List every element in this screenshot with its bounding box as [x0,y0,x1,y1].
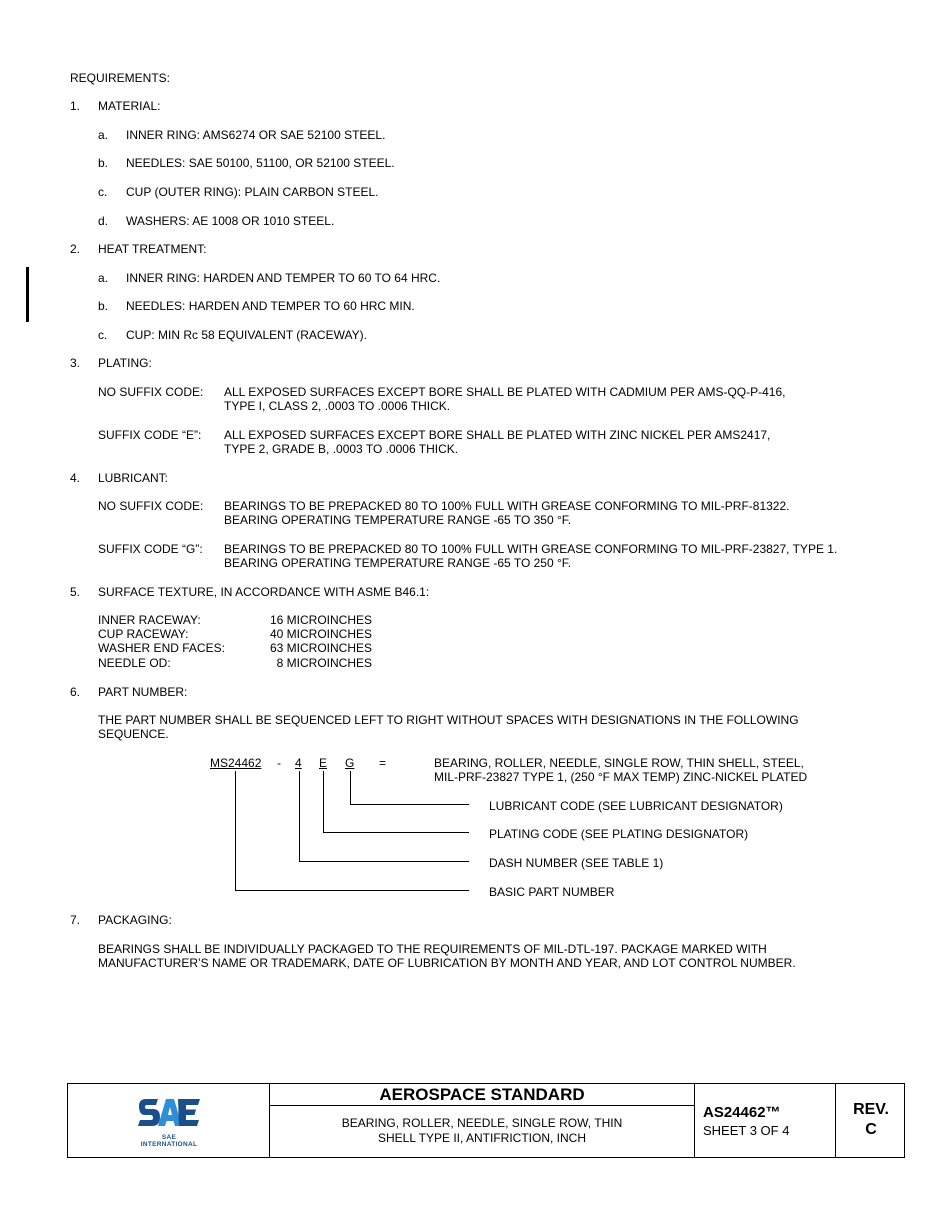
revision [836,1100,906,1140]
surface-row-label: INNER RACEWAY: [98,613,201,627]
section-number-part: 6. [70,685,81,699]
section-number-lubricant: 4. [70,471,81,485]
dash-leader-horizontal [299,861,469,862]
lube-suffix-g-line1: BEARINGS TO BE PREPACKED 80 TO 100% FULL WITH GREASE CONFORMING TO MIL-PRF-23827, TYPE 1. [224,542,838,556]
heat-b-letter: b. [98,299,109,313]
part-dash-number: 4 [295,756,302,770]
plating-no-suffix-line1: ALL EXPOSED SURFACES EXCEPT BORE SHALL BE PLATED WITH CADMIUM PER AMS-QQ-P-416, [224,385,786,399]
section-title-part: PART NUMBER: [98,685,188,699]
part-para-line2: SEQUENCE. [98,727,169,741]
surface-row-label: NEEDLE OD: [98,656,171,670]
revision-value: C [865,1121,877,1138]
plating-suffix-e-line2: TYPE 2, GRADE B, .0003 TO .0006 THICK. [224,442,459,456]
standard-description [270,1116,694,1146]
callout-lubricant: LUBRICANT CODE (SEE LUBRICANT DESIGNATOR) [489,799,783,813]
lube-suffix-g-line2: BEARING OPERATING TEMPERATURE RANGE -65 TO 250 °F. [224,556,572,570]
plating-leader-vertical [323,771,324,833]
surface-row-value: 16 MICROINCHES [269,613,372,627]
section-title-heat: HEAT TREATMENT: [98,242,207,256]
standard-desc-line1: BEARING, ROLLER, NEEDLE, SINGLE ROW, THIN [341,1116,623,1130]
standard-desc-line2: SHELL TYPE II, ANTIFRICTION, INCH [377,1131,587,1145]
heat-c-text: CUP: MIN Rc 58 EQUIVALENT (RACEWAY). [126,328,367,342]
document-number: AS24462™ [703,1104,781,1121]
sae-logo-text: SAE INTERNATIONAL [140,1134,198,1148]
section-title-surface: SURFACE TEXTURE, IN ACCORDANCE WITH ASME B46.1: [98,585,430,599]
callout-dash: DASH NUMBER (SEE TABLE 1) [489,856,664,870]
logo-cell [68,1084,270,1157]
part-para-line1: THE PART NUMBER SHALL BE SEQUENCED LEFT TO RIGHT WITHOUT SPACES WITH DESIGNATIONS IN THE FOLLOWING [98,713,799,727]
lube-leader-vertical [350,771,351,805]
part-basic-number: MS24462 [210,756,262,770]
standard-title: AEROSPACE STANDARD [270,1084,694,1106]
section-number-surface: 5. [70,585,81,599]
section-number-heat: 2. [70,242,81,256]
section-title-material: MATERIAL: [98,99,161,113]
heat-a-text: INNER RING: HARDEN AND TEMPER TO 60 TO 64 HRC. [126,271,441,285]
part-desc-line1: BEARING, ROLLER, NEEDLE, SINGLE ROW, THIN SHELL, STEEL, [434,756,804,770]
material-c-text: CUP (OUTER RING): PLAIN CARBON STEEL. [126,185,379,199]
plating-leader-horizontal [323,832,469,833]
surface-row-label: CUP RACEWAY: [98,627,189,641]
basic-leader-horizontal [235,890,469,891]
packaging-line1: BEARINGS SHALL BE INDIVIDUALLY PACKAGED TO THE REQUIREMENTS OF MIL-DTL-197. PACKAGE MARKED WITH [98,942,767,956]
revision-label: REV. [853,1101,889,1118]
material-d-text: WASHERS: AE 1008 OR 1010 STEEL. [126,214,335,228]
heat-c-letter: c. [98,328,108,342]
sheet-number: SHEET 3 OF 4 [703,1123,790,1138]
part-desc-line2: MIL-PRF-23827 TYPE 1, (250 °F MAX TEMP) ZINC-NICKEL PLATED [434,770,808,784]
lube-no-suffix-line2: BEARING OPERATING TEMPERATURE RANGE -65 TO 350 °F. [224,513,572,527]
rev-cell [836,1084,906,1157]
sae-logo-mark [136,1096,202,1132]
docnum-cell [695,1084,836,1157]
callout-plating: PLATING CODE (SEE PLATING DESIGNATOR) [489,827,749,841]
section-title-lubricant: LUBRICANT: [98,471,169,485]
material-d-letter: d. [98,214,109,228]
section-number-material: 1. [70,99,81,113]
sae-logo [136,1096,202,1148]
material-b-letter: b. [98,156,109,170]
title-block [67,1083,905,1158]
section-number-packaging: 7. [70,913,81,927]
heat-a-letter: a. [98,271,109,285]
heat-b-text: NEEDLES: HARDEN AND TEMPER TO 60 HRC MIN. [126,299,415,313]
title-cell [270,1084,695,1157]
lube-suffix-g-label: SUFFIX CODE “G”: [98,542,203,556]
surface-row-label: WASHER END FACES: [98,641,225,655]
material-b-text: NEEDLES: SAE 50100, 51100, OR 52100 STEEL. [126,156,395,170]
part-equals: = [379,756,387,770]
plating-suffix-e-label: SUFFIX CODE “E”: [98,428,202,442]
packaging-line2: MANUFACTURER’S NAME OR TRADEMARK, DATE OF LUBRICATION BY MONTH AND YEAR, AND LOT CONTROL NUMBER. [98,956,796,970]
lube-no-suffix-line1: BEARINGS TO BE PREPACKED 80 TO 100% FULL WITH GREASE CONFORMING TO MIL-PRF-81322. [224,499,790,513]
part-plating-code: E [319,756,328,770]
basic-leader-vertical [235,771,236,891]
part-dash-separator: - [277,756,281,770]
surface-row-value: 63 MICROINCHES [269,641,372,655]
material-a-text: INNER RING: AMS6274 OR SAE 52100 STEEL. [126,128,386,142]
material-c-letter: c. [98,185,108,199]
lube-no-suffix-label: NO SUFFIX CODE: [98,499,204,513]
section-title-packaging: PACKAGING: [98,913,172,927]
callout-basic: BASIC PART NUMBER [489,885,615,899]
part-lube-code: G [345,756,355,770]
plating-no-suffix-label: NO SUFFIX CODE: [98,385,204,399]
requirements-heading: REQUIREMENTS: [70,71,171,85]
lube-leader-horizontal [350,804,469,805]
surface-row-value: 8 MICROINCHES [276,656,372,670]
section-title-plating: PLATING: [98,356,152,370]
plating-suffix-e-line1: ALL EXPOSED SURFACES EXCEPT BORE SHALL BE PLATED WITH ZINC NICKEL PER AMS2417, [224,428,771,442]
dash-leader-vertical [299,771,300,862]
surface-row-value: 40 MICROINCHES [269,627,372,641]
revision-bar [26,267,29,322]
plating-no-suffix-line2: TYPE I, CLASS 2, .0003 TO .0006 THICK. [224,399,451,413]
section-number-plating: 3. [70,356,81,370]
material-a-letter: a. [98,128,109,142]
